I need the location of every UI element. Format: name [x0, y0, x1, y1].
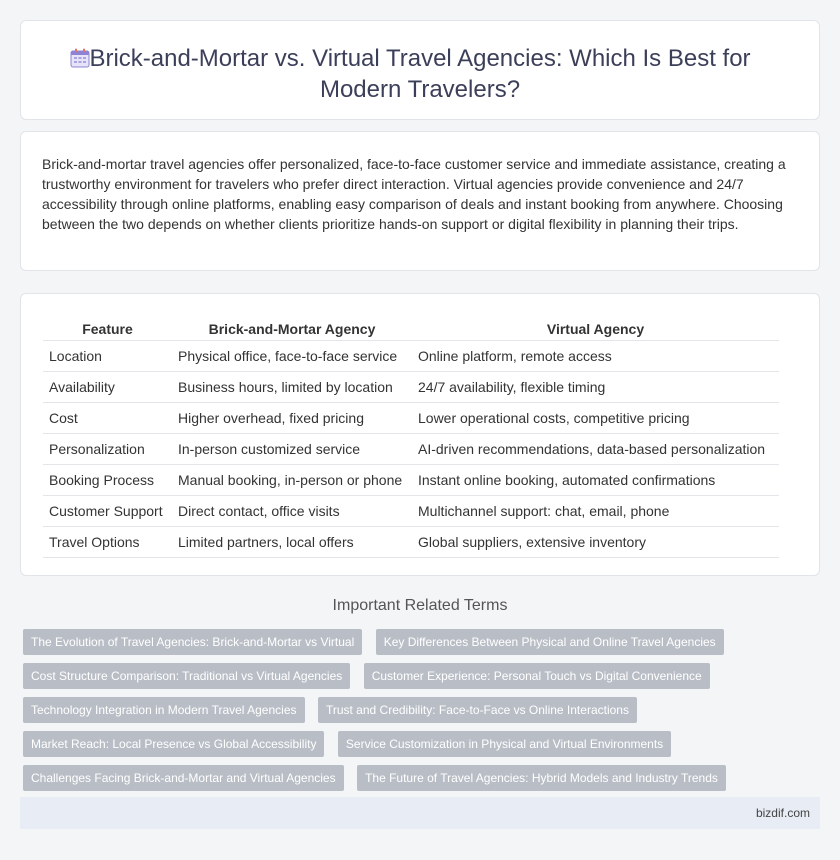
table-cell: Cost [43, 403, 172, 434]
table-cell: Online platform, remote access [412, 341, 779, 372]
column-header-virtual: Virtual Agency [412, 316, 779, 341]
related-term-tag[interactable]: The Evolution of Travel Agencies: Brick-and-Mortar vs Virtual [23, 629, 362, 655]
table-cell: Customer Support [43, 496, 172, 527]
comparison-table [43, 316, 779, 558]
table-cell: Global suppliers, extensive inventory [412, 527, 779, 558]
related-term-tag[interactable]: Cost Structure Comparison: Traditional vs Virtual Agencies [23, 663, 350, 689]
table-cell: Personalization [43, 434, 172, 465]
table-cell: Business hours, limited by location [172, 372, 412, 403]
summary-card [20, 131, 820, 271]
title-card [20, 20, 820, 120]
table-cell: Higher overhead, fixed pricing [172, 403, 412, 434]
table-cell: Travel Options [43, 527, 172, 558]
table-row [43, 434, 779, 465]
related-term-tag[interactable]: Challenges Facing Brick-and-Mortar and Virtual Agencies [23, 765, 344, 791]
page-title: Brick-and-Mortar vs. Virtual Travel Agencies: Which Is Best for Modern Travelers? [89, 45, 751, 103]
related-term-tag[interactable]: Technology Integration in Modern Travel Agencies [23, 697, 305, 723]
related-term-tag[interactable]: Key Differences Between Physical and Online Travel Agencies [376, 629, 724, 655]
related-term-tag[interactable]: The Future of Travel Agencies: Hybrid Models and Industry Trends [357, 765, 726, 791]
column-header-brick: Brick-and-Mortar Agency [172, 316, 412, 341]
column-header-feature: Feature [43, 316, 172, 341]
related-terms-heading: Important Related Terms [332, 597, 508, 614]
related-term-tag[interactable]: Market Reach: Local Presence vs Global Accessibility [23, 731, 324, 757]
table-row [43, 465, 779, 496]
table-cell: Lower operational costs, competitive pricing [412, 403, 779, 434]
footer-site-link[interactable]: bizdif.com [755, 806, 810, 820]
footer-bar [20, 797, 820, 829]
table-row [43, 341, 779, 372]
table-cell: Availability [43, 372, 172, 403]
table-header-row [43, 316, 779, 341]
table-row [43, 372, 779, 403]
table-cell: Manual booking, in-person or phone [172, 465, 412, 496]
table-row [43, 403, 779, 434]
table-cell: In-person customized service [172, 434, 412, 465]
related-term-tag[interactable]: Customer Experience: Personal Touch vs Digital Convenience [364, 663, 710, 689]
table-cell: Direct contact, office visits [172, 496, 412, 527]
table-cell: Location [43, 341, 172, 372]
summary-paragraph: Brick-and-mortar travel agencies offer personalized, face-to-face customer service and immediate assistance, creating a trustworthy environment for travelers who prefer direct interaction. Virtual agencies provide convenience and 24/7 accessibility through online platforms, enabling easy comparison of deals and instant booking from anywhere. Choosing between the two depends on whether clients prioritize hands-on support or digital flexibility in planning their trips. [42, 156, 786, 232]
table-row [43, 527, 779, 558]
related-term-tag[interactable]: Service Customization in Physical and Virtual Environments [338, 731, 671, 757]
table-cell: Booking Process [43, 465, 172, 496]
table-cell: Physical office, face-to-face service [172, 341, 412, 372]
comparison-card [20, 293, 820, 576]
table-cell: Limited partners, local offers [172, 527, 412, 558]
table-cell: AI-driven recommendations, data-based personalization [412, 434, 779, 465]
table-row [43, 496, 779, 527]
related-terms-list [23, 629, 803, 799]
table-cell: Instant online booking, automated confirmations [412, 465, 779, 496]
table-cell: 24/7 availability, flexible timing [412, 372, 779, 403]
table-cell: Multichannel support: chat, email, phone [412, 496, 779, 527]
related-term-tag[interactable]: Trust and Credibility: Face-to-Face vs Online Interactions [318, 697, 637, 723]
